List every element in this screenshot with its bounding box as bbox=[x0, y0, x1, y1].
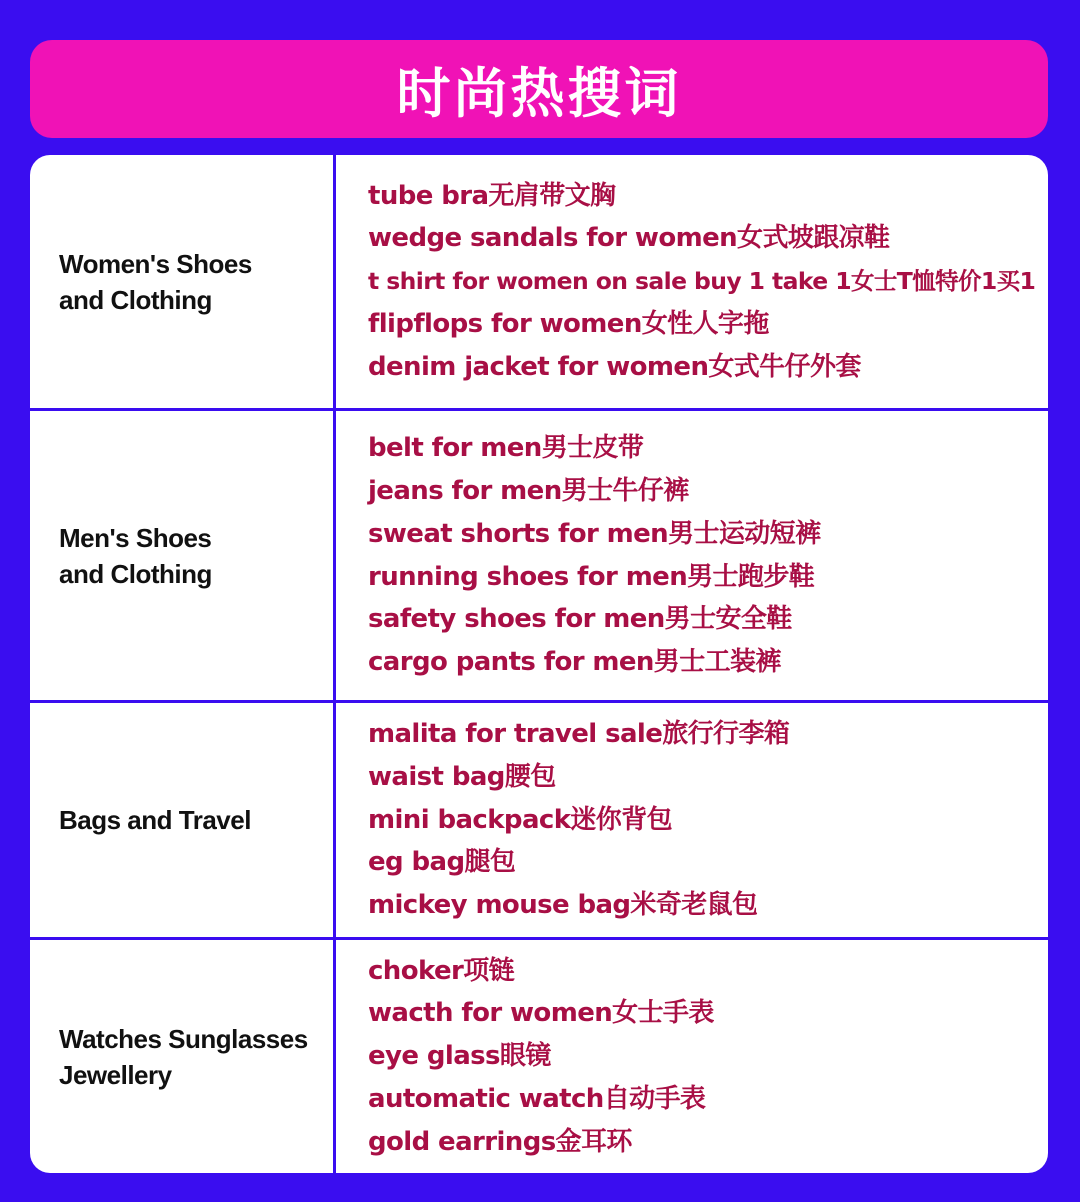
category-cell-men bbox=[30, 411, 333, 700]
category-label-bags: Bags and Travel bbox=[59, 805, 251, 835]
search-term: wedge sandals for women女式坡跟凉鞋 bbox=[368, 223, 890, 254]
search-term: eye glass眼镜 bbox=[368, 1041, 551, 1072]
search-terms-table bbox=[30, 155, 1048, 1173]
search-term: choker项链 bbox=[368, 955, 515, 986]
category-cell-bags bbox=[30, 703, 333, 937]
search-term: automatic watch自动手表 bbox=[368, 1083, 706, 1114]
search-term: tube bra无肩带文胸 bbox=[368, 180, 616, 211]
category-label-men: Men's Shoes and Clothing bbox=[59, 522, 212, 589]
search-term: t shirt for women on sale buy 1 take 1女士T恤特价1买1 bbox=[368, 267, 1036, 296]
search-term: wacth for women女士手表 bbox=[368, 998, 714, 1029]
search-term: sweat shorts for men男士运动短裤 bbox=[368, 518, 821, 549]
column-divider bbox=[333, 155, 336, 1173]
search-term: jeans for men男士牛仔裤 bbox=[368, 475, 689, 506]
terms-cell-watches bbox=[368, 940, 1038, 1173]
category-label-watches: Watches Sunglasses Jewellery bbox=[59, 1023, 308, 1090]
search-term: belt for men男士皮带 bbox=[368, 433, 644, 464]
search-term: eg bag腿包 bbox=[368, 847, 516, 878]
search-term: gold earrings金耳环 bbox=[368, 1126, 632, 1157]
page-title: 时尚热搜词 bbox=[396, 61, 682, 125]
search-term: safety shoes for men男士安全鞋 bbox=[368, 604, 792, 635]
category-cell-women bbox=[30, 155, 333, 408]
terms-cell-bags bbox=[368, 703, 1038, 937]
search-term: malita for travel sale旅行行李箱 bbox=[368, 719, 790, 749]
category-label-women: Women's Shoes and Clothing bbox=[59, 248, 252, 315]
terms-cell-men bbox=[368, 411, 1038, 700]
category-cell-watches bbox=[30, 940, 333, 1173]
search-term: mini backpack迷你背包 bbox=[368, 804, 672, 835]
search-term: cargo pants for men男士工装裤 bbox=[368, 647, 781, 678]
terms-cell-women bbox=[368, 155, 1038, 408]
search-term: running shoes for men男士跑步鞋 bbox=[368, 561, 815, 592]
search-term: denim jacket for women女式牛仔外套 bbox=[368, 351, 861, 382]
title-banner bbox=[30, 40, 1048, 138]
search-term: flipflops for women女性人字拖 bbox=[368, 308, 769, 339]
search-term: mickey mouse bag米奇老鼠包 bbox=[368, 890, 758, 921]
search-term: waist bag腰包 bbox=[368, 761, 556, 792]
